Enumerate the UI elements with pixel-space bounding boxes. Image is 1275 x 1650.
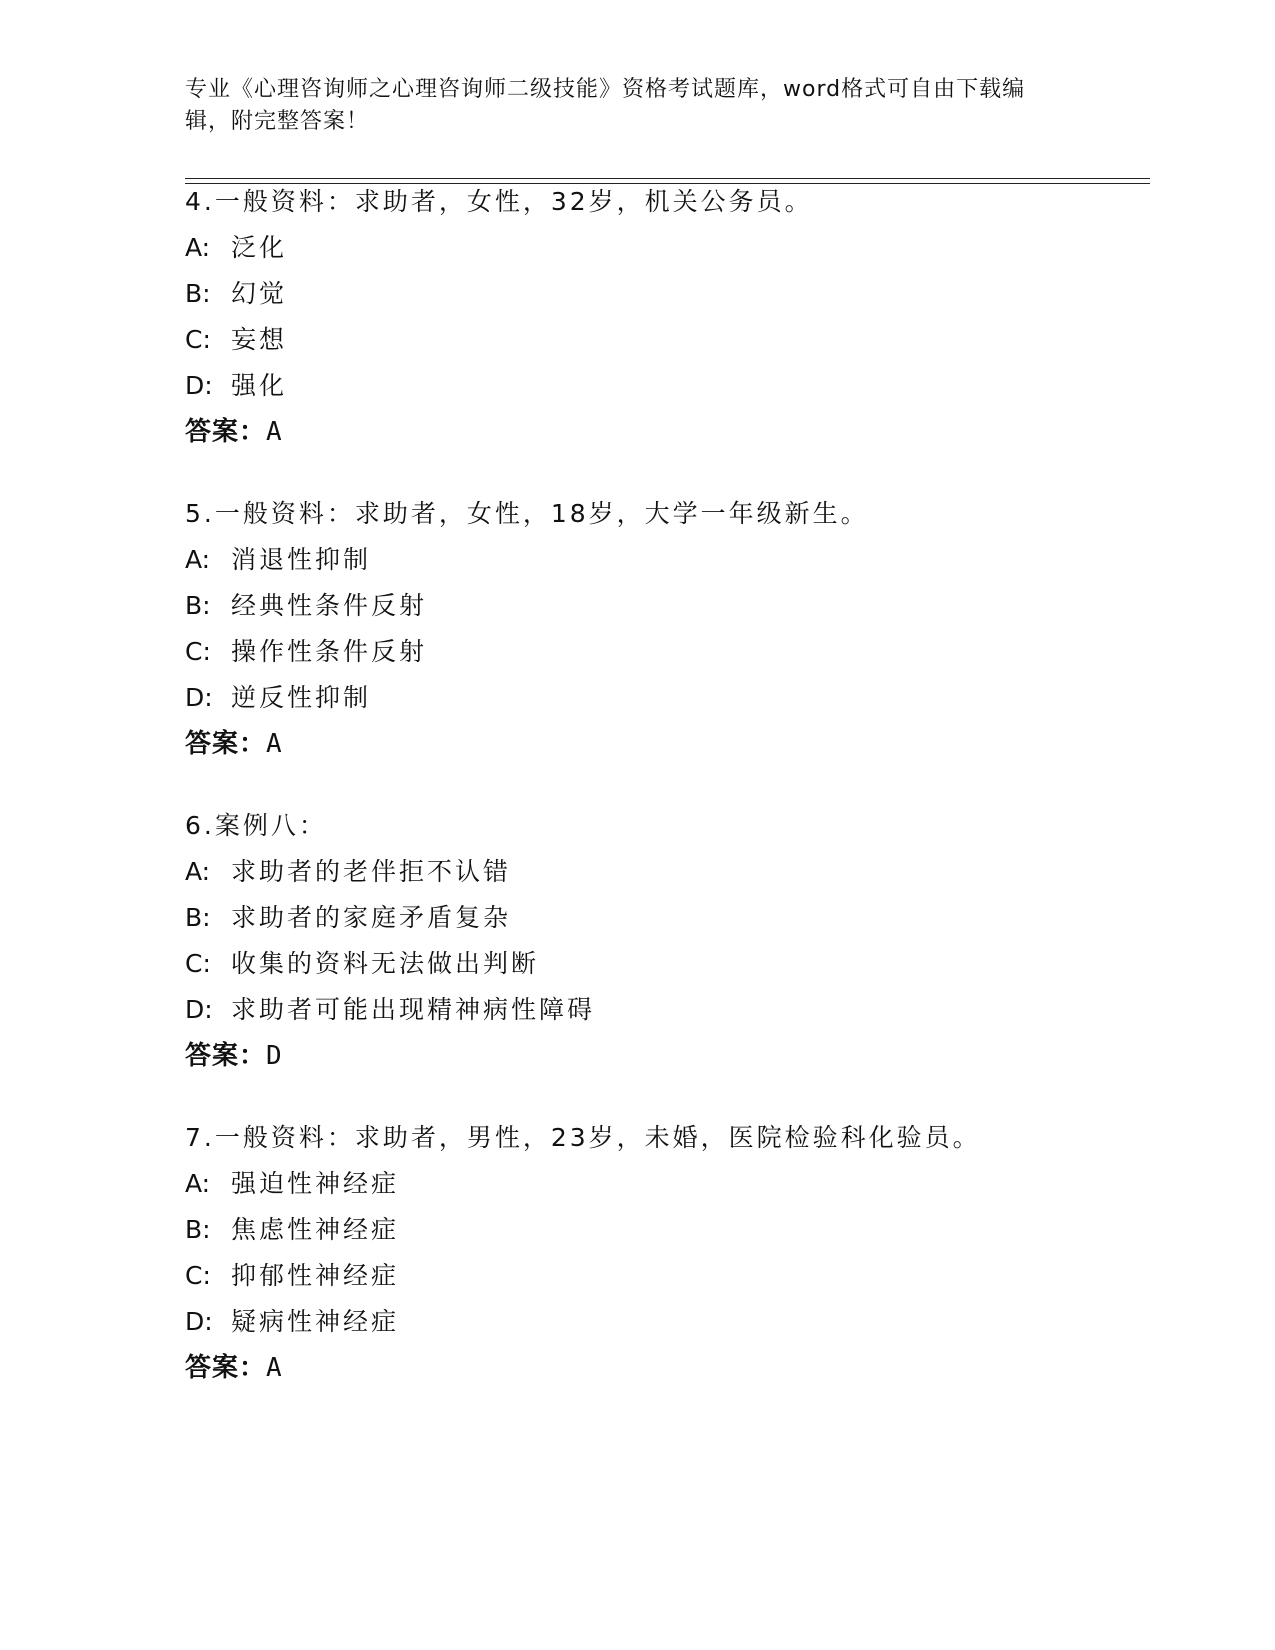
question-4 (185, 179, 1145, 455)
option-text: 操作性条件反射 (231, 637, 428, 666)
answer-value: D (266, 1041, 283, 1071)
question-stem: 5.一般资料：求助者，女性，18岁，大学一年级新生。 (185, 499, 869, 528)
option-text: 疑病性神经症 (231, 1307, 400, 1336)
option-text: 强化 (231, 371, 288, 400)
answer-value: A (266, 729, 283, 759)
option-letter: B: (185, 591, 211, 620)
option-text: 收集的资料无法做出判断 (231, 949, 540, 978)
option-letter: C: (185, 325, 211, 354)
answer-label: 答案： (185, 1353, 267, 1383)
option-letter: D: (185, 683, 213, 712)
question-7 (185, 1115, 1145, 1391)
option-b (185, 1207, 1145, 1253)
option-b (185, 271, 1145, 317)
option-c (185, 317, 1145, 363)
question-stem: 7.一般资料：求助者，男性，23岁，未婚，医院检验科化验员。 (185, 1123, 981, 1152)
option-a (185, 537, 1145, 583)
option-letter: B: (185, 1215, 211, 1244)
option-c (185, 1253, 1145, 1299)
option-text: 逆反性抑制 (231, 683, 372, 712)
option-c (185, 629, 1145, 675)
option-letter: C: (185, 637, 211, 666)
option-d (185, 675, 1145, 721)
answer-label: 答案： (185, 1041, 267, 1071)
option-d (185, 1299, 1145, 1345)
option-text: 妄想 (231, 325, 288, 354)
option-letter: A: (185, 233, 211, 262)
option-text: 经典性条件反射 (231, 591, 428, 620)
option-a (185, 849, 1145, 895)
option-letter: C: (185, 1261, 211, 1290)
answer-label: 答案： (185, 729, 267, 759)
option-text: 抑郁性神经症 (231, 1261, 400, 1290)
answer-line (185, 409, 1145, 455)
option-text: 求助者可能出现精神病性障碍 (231, 995, 596, 1024)
option-letter: D: (185, 371, 213, 400)
option-letter: C: (185, 949, 211, 978)
answer-label: 答案： (185, 417, 267, 447)
option-text: 消退性抑制 (231, 545, 372, 574)
answer-value: A (266, 417, 283, 447)
option-letter: B: (185, 279, 211, 308)
option-c (185, 941, 1145, 987)
option-text: 求助者的家庭矛盾复杂 (231, 903, 512, 932)
option-d (185, 363, 1145, 409)
option-b (185, 583, 1145, 629)
question-5 (185, 491, 1145, 767)
question-stem: 4.一般资料：求助者，女性，32岁，机关公务员。 (185, 187, 813, 216)
answer-value: A (266, 1353, 283, 1383)
answer-line (185, 1033, 1145, 1079)
answer-line (185, 1345, 1145, 1391)
option-letter: B: (185, 903, 211, 932)
option-text: 泛化 (231, 233, 288, 262)
option-text: 焦虑性神经症 (231, 1215, 400, 1244)
option-letter: D: (185, 995, 213, 1024)
question-stem: 6.案例八： (185, 811, 327, 840)
header-note: 专业《心理咨询师之心理咨询师二级技能》资格考试题库，word格式可自由下载编辑，附完整答案！ (185, 77, 1026, 134)
option-text: 求助者的老伴拒不认错 (231, 857, 512, 886)
option-letter: A: (185, 1169, 211, 1198)
option-letter: A: (185, 545, 211, 574)
option-letter: A: (185, 857, 211, 886)
option-text: 强迫性神经症 (231, 1169, 400, 1198)
option-a (185, 225, 1145, 271)
option-b (185, 895, 1145, 941)
question-6 (185, 803, 1145, 1079)
answer-line (185, 721, 1145, 767)
option-a (185, 1161, 1145, 1207)
option-text: 幻觉 (231, 279, 288, 308)
option-letter: D: (185, 1307, 213, 1336)
option-d (185, 987, 1145, 1033)
